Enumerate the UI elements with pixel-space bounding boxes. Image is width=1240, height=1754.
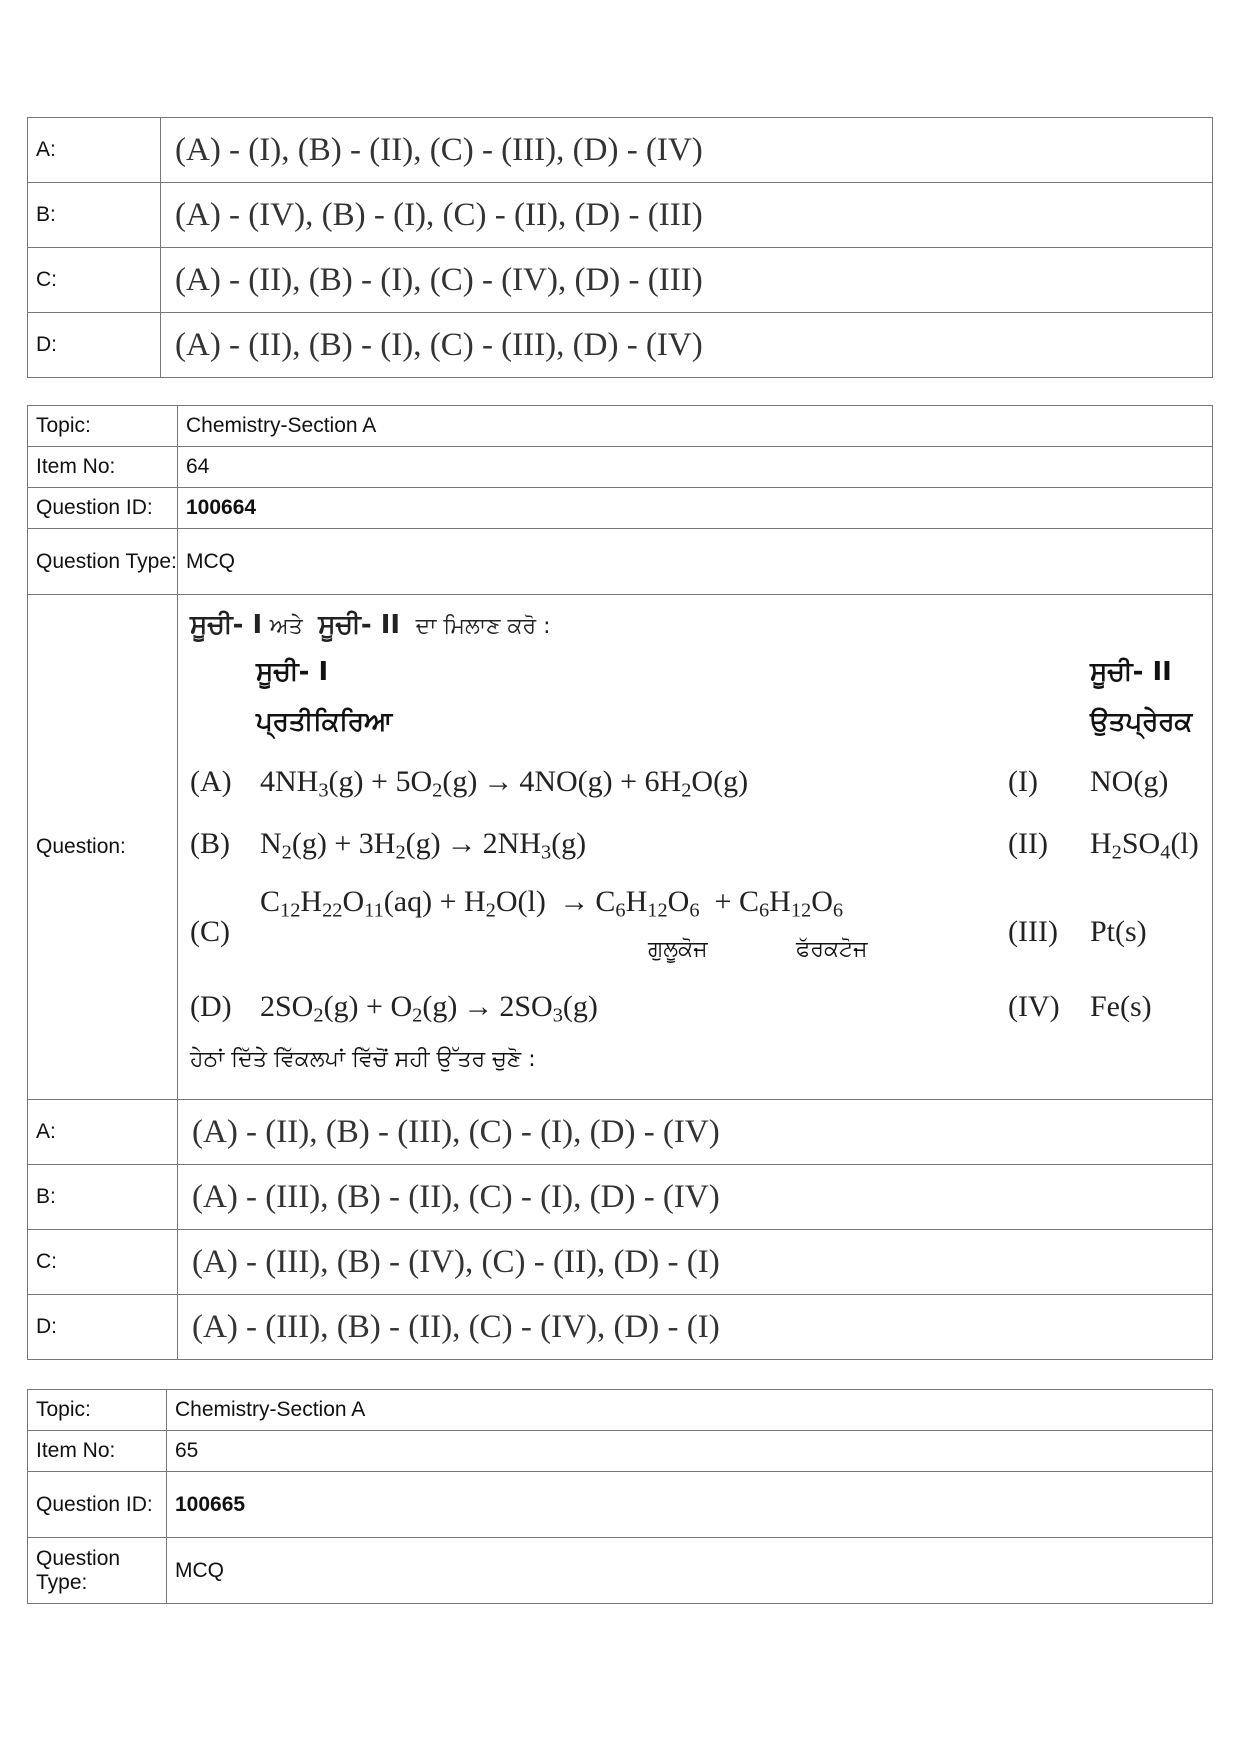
question-instruction: ਹੇਠਾਂ ਦਿੱਤੇ ਵਿੱਕਲਪਾਂ ਵਿੱਚੋਂ ਸਹੀ ਉੱਤਰ ਚੁਣੋ : — [190, 1047, 536, 1072]
option-label: C: — [28, 1230, 178, 1295]
question-type-value: MCQ — [178, 529, 1213, 595]
fructose-label: ਫੱਰਕਟੋਜ — [796, 937, 868, 962]
list2-subtitle: ਉਤਪ੍ਰੇਰਕ — [1090, 707, 1193, 737]
option-row[interactable] — [28, 1295, 1213, 1360]
item-no-value: 64 — [178, 447, 1213, 488]
option-row[interactable] — [28, 313, 1213, 378]
question-id-value: 100664 — [178, 488, 1213, 529]
topic-value: Chemistry-Section A — [167, 1390, 1213, 1431]
question-65-table — [27, 1389, 1213, 1604]
list1-subtitle: ਪ੍ਰਤੀਕਿਰਿਆ — [256, 707, 393, 737]
item-no-label: Item No: — [28, 447, 178, 488]
option-row[interactable] — [28, 118, 1213, 183]
option-text[interactable]: (A) - (IV), (B) - (I), (C) - (II), (D) - (III) — [161, 183, 1213, 248]
option-label: A: — [28, 118, 161, 183]
option-row[interactable] — [28, 1230, 1213, 1295]
catalyst-iii: Pt(s) — [1090, 915, 1147, 948]
row-iv-roman: (IV) — [1008, 990, 1060, 1023]
question-type-label: Question Type: — [28, 1538, 167, 1604]
list2-title: ਸੂਚੀ- II — [1090, 657, 1172, 687]
item-no-label: Item No: — [28, 1431, 167, 1472]
row-a-key: (A) — [190, 765, 232, 798]
question-label: Question: — [28, 595, 178, 1100]
prev-question-options-table — [27, 117, 1213, 378]
question-row — [28, 595, 1213, 1100]
option-label: C: — [28, 248, 161, 313]
question-id-value: 100665 — [167, 1472, 1213, 1538]
reaction-c: $C_{12}H_{22}O_{11}(aq) + H_2O(l) \to C_6H_{12}O_6 + C_6H_{12}O_6$ — [260, 885, 844, 922]
row-c-key: (C) — [190, 915, 230, 948]
list2-ref: ਸੂਚੀ- II — [318, 610, 401, 640]
topic-label: Topic: — [28, 1390, 167, 1431]
intro-rest: ਦਾ ਮਿਲਾਣ ਕਰੋ : — [415, 614, 551, 639]
row-ii-roman: (II) — [1008, 827, 1048, 860]
question-id-label: Question ID: — [28, 1472, 167, 1538]
row-iii-roman: (III) — [1008, 915, 1058, 948]
question-intro — [190, 607, 551, 641]
option-text[interactable]: (A) - (III), (B) - (II), (C) - (IV), (D) - (I) — [178, 1295, 1213, 1360]
option-label: D: — [28, 1295, 178, 1360]
question-type-value: MCQ — [167, 1538, 1213, 1604]
list1-ref: ਸੂਚੀ- I — [190, 610, 263, 640]
option-label: A: — [28, 1100, 178, 1165]
catalyst-i: NO(g) — [1090, 765, 1169, 798]
option-text[interactable]: (A) - (II), (B) - (III), (C) - (I), (D) - (IV) — [178, 1100, 1213, 1165]
question-id-row — [28, 488, 1213, 529]
topic-label: Topic: — [28, 406, 178, 447]
reaction-b: $N_2(g) + 3H_2(g) \to 2NH_3(g)$ — [260, 827, 587, 864]
question-type-row — [28, 529, 1213, 595]
question-id-row — [28, 1472, 1213, 1538]
reaction-d: $2SO_2(g) + O_2(g) \to 2SO_3(g)$ — [260, 990, 598, 1027]
catalyst-ii: $H_2SO_4(l)$ — [1090, 827, 1199, 864]
glucose-label: ਗੁਲੂਕੋਜ — [648, 937, 708, 962]
option-row[interactable] — [28, 1165, 1213, 1230]
option-label: B: — [28, 1165, 178, 1230]
topic-row — [28, 1390, 1213, 1431]
row-b-key: (B) — [190, 827, 230, 860]
list1-title: ਸੂਚੀ- I — [256, 657, 329, 687]
row-i-roman: (I) — [1008, 765, 1038, 798]
item-no-row — [28, 447, 1213, 488]
option-text[interactable]: (A) - (III), (B) - (II), (C) - (I), (D) - (IV) — [178, 1165, 1213, 1230]
option-row[interactable] — [28, 183, 1213, 248]
option-label: B: — [28, 183, 161, 248]
question-body — [178, 595, 1213, 1100]
option-text[interactable]: (A) - (III), (B) - (IV), (C) - (II), (D) - (I) — [178, 1230, 1213, 1295]
option-text[interactable]: (A) - (I), (B) - (II), (C) - (III), (D) - (IV) — [161, 118, 1213, 183]
catalyst-iv: Fe(s) — [1090, 990, 1152, 1023]
topic-value: Chemistry-Section A — [178, 406, 1213, 447]
item-no-row — [28, 1431, 1213, 1472]
option-text[interactable]: (A) - (II), (B) - (I), (C) - (IV), (D) - (III) — [161, 248, 1213, 313]
question-type-row — [28, 1538, 1213, 1604]
option-label: D: — [28, 313, 161, 378]
reaction-a: $4NH_3(g) + 5O_2(g) \to 4NO(g) + 6H_2O(g)$ — [260, 765, 749, 802]
question-id-label: Question ID: — [28, 488, 178, 529]
topic-row — [28, 406, 1213, 447]
question-64-table — [27, 405, 1213, 1360]
row-d-key: (D) — [190, 990, 232, 1023]
option-text[interactable]: (A) - (II), (B) - (I), (C) - (III), (D) - (IV) — [161, 313, 1213, 378]
option-row[interactable] — [28, 1100, 1213, 1165]
question-type-label: Question Type: — [28, 529, 178, 595]
intro-and: ਅਤੇ — [269, 614, 303, 639]
item-no-value: 65 — [167, 1431, 1213, 1472]
option-row[interactable] — [28, 248, 1213, 313]
